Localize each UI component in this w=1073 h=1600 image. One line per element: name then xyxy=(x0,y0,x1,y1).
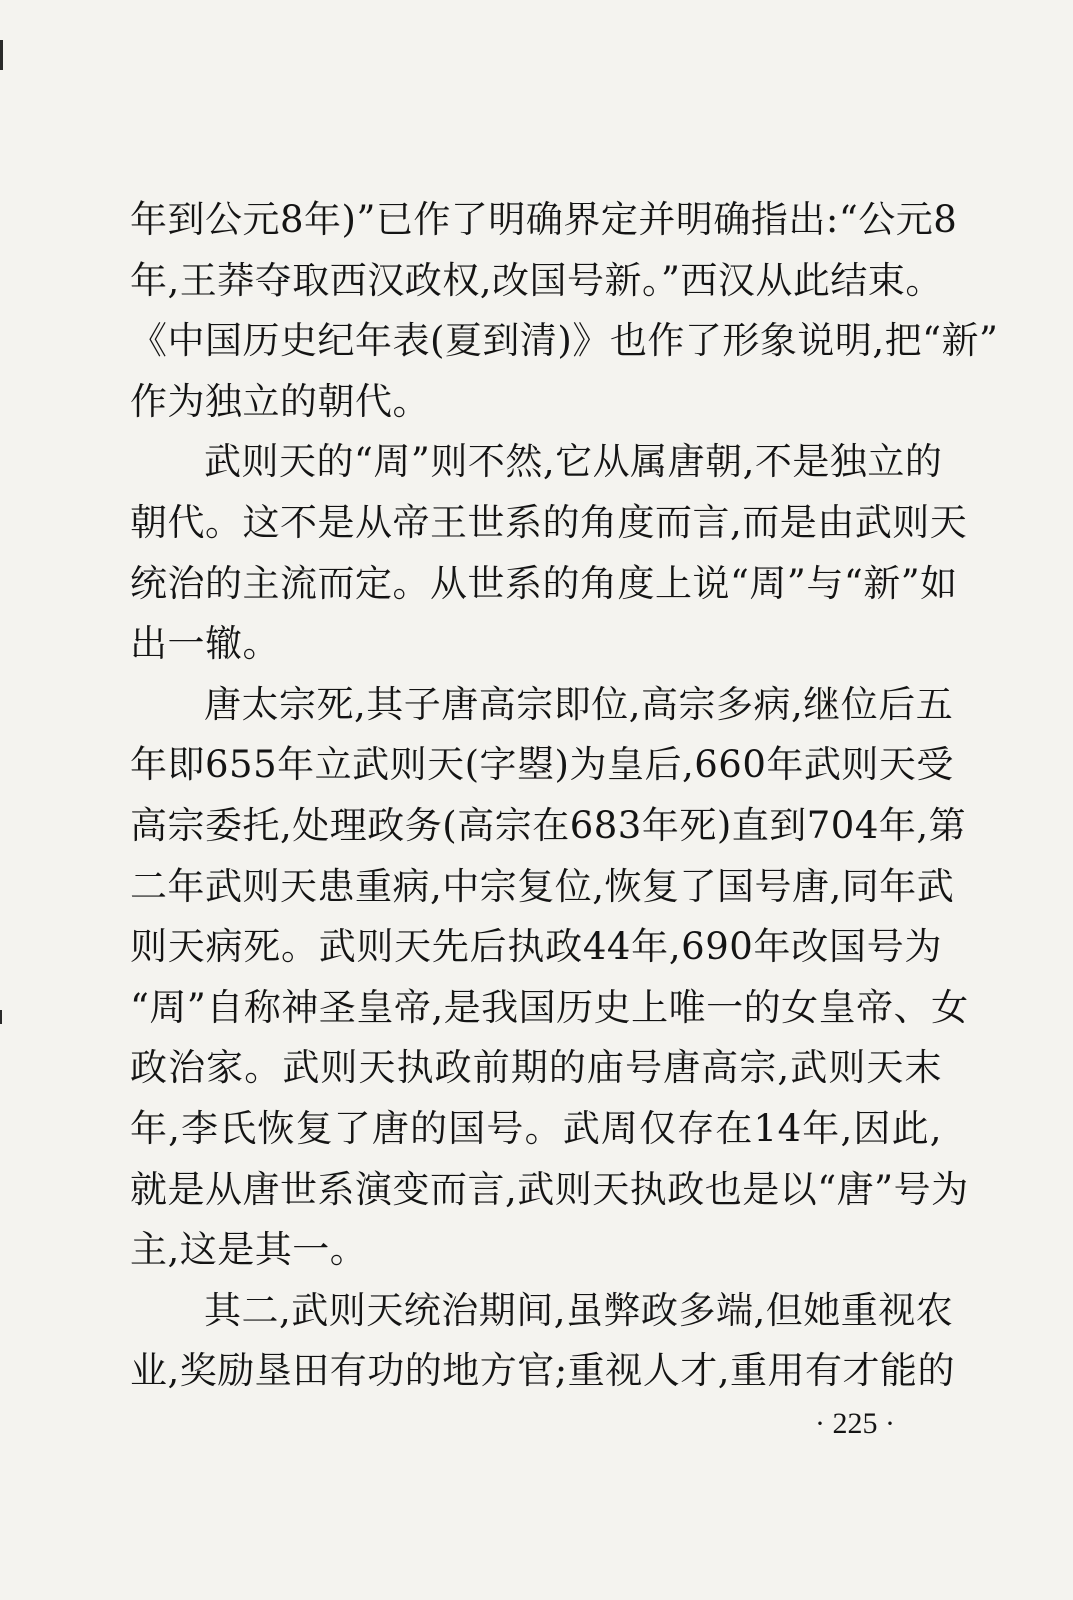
binding-edge-mark xyxy=(0,1010,2,1024)
text-line: 政治家。武则天执政前期的庙号唐高宗,武则天末 xyxy=(130,1046,942,1090)
body-text xyxy=(130,190,999,1402)
text-line: 朝代。这不是从帝王世系的角度而言,而是由武则天 xyxy=(130,500,968,544)
page-number: · 225 · xyxy=(815,1407,895,1440)
text-line: 年到公元8年)”已作了明确界定并明确指出:“公元8 xyxy=(130,198,958,241)
text-line: 年,李氏恢复了唐的国号。武周仅存在14年,因此, xyxy=(130,1106,942,1150)
text-line: 就是从唐世系演变而言,武则天执政也是以“唐”号为 xyxy=(130,1167,969,1211)
text-line: 高宗委托,处理政务(高宗在683年死)直到704年,第 xyxy=(130,803,967,847)
text-line: 《中国历史纪年表(夏到清)》也作了形象说明,把“新” xyxy=(130,319,999,363)
text-line: 则天病死。武则天先后执政44年,690年改国号为 xyxy=(130,925,942,969)
text-line: 出一辙。 xyxy=(130,622,280,666)
text-line: 业,奖励垦田有功的地方官;重视人才,重用有才能的 xyxy=(130,1349,955,1393)
text-line: 年即655年立武则天(字曌)为皇后,660年武则天受 xyxy=(130,743,954,787)
text-line: 其二,武则天统治期间,虽弊政多端,但她重视农 xyxy=(204,1288,954,1332)
text-line: 武则天的“周”则不然,它从属唐朝,不是独立的 xyxy=(204,440,943,484)
text-line: 年,王莽夺取西汉政权,改国号新。”西汉从此结束。 xyxy=(130,258,943,302)
text-line: 作为独立的朝代。 xyxy=(130,379,430,423)
text-line: “周”自称神圣皇帝,是我国历史上唯一的女皇帝、女 xyxy=(130,985,969,1029)
text-line: 二年武则天患重病,中宗复位,恢复了国号唐,同年武 xyxy=(130,864,955,908)
text-line: 唐太宗死,其子唐高宗即位,高宗多病,继位后五 xyxy=(204,682,954,726)
binding-edge-mark xyxy=(0,40,3,70)
text-line: 统治的主流而定。从世系的角度上说“周”与“新”如 xyxy=(130,561,958,605)
text-line: 主,这是其一。 xyxy=(130,1228,368,1272)
